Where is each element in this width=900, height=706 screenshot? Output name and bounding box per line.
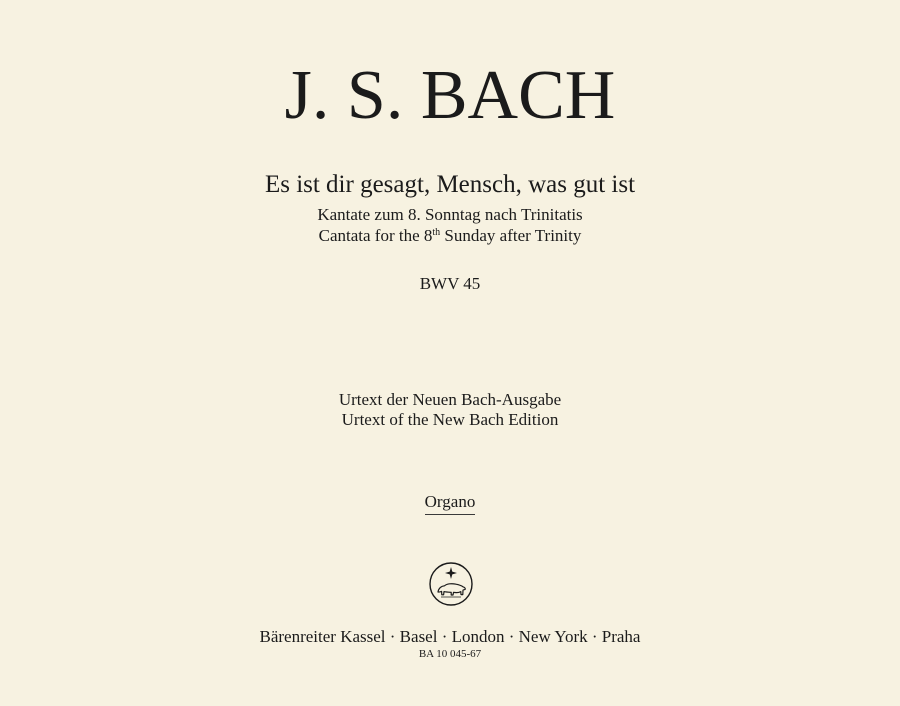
work-title: Es ist dir gesagt, Mensch, was gut ist [264,171,636,198]
subtitle-english-text-before: Cantata for the 8 [318,226,433,245]
urtext-german: Urtext der Neuen Bach-Ausgabe [338,390,562,409]
publisher-locations: Bärenreiter Kassel · Basel · London · New York · Praha [259,627,641,646]
subtitle-german: Kantate zum 8. Sonntag nach Trinitatis [317,205,583,224]
ordinal-superscript: th [432,227,441,238]
instrument-label: Organo [425,492,476,515]
urtext-english: Urtext of the New Bach Edition [341,410,559,429]
instrument-part [0,492,900,515]
subtitle-english-text-after: Sunday after Trinity [440,226,582,245]
edition-number: BA 10 045-67 [418,648,482,660]
composer-name: J. S. BACH [284,57,616,134]
subtitle-english [0,226,900,246]
catalog-number: BWV 45 [419,274,481,293]
baerenreiter-bear-logo-icon [428,561,474,607]
